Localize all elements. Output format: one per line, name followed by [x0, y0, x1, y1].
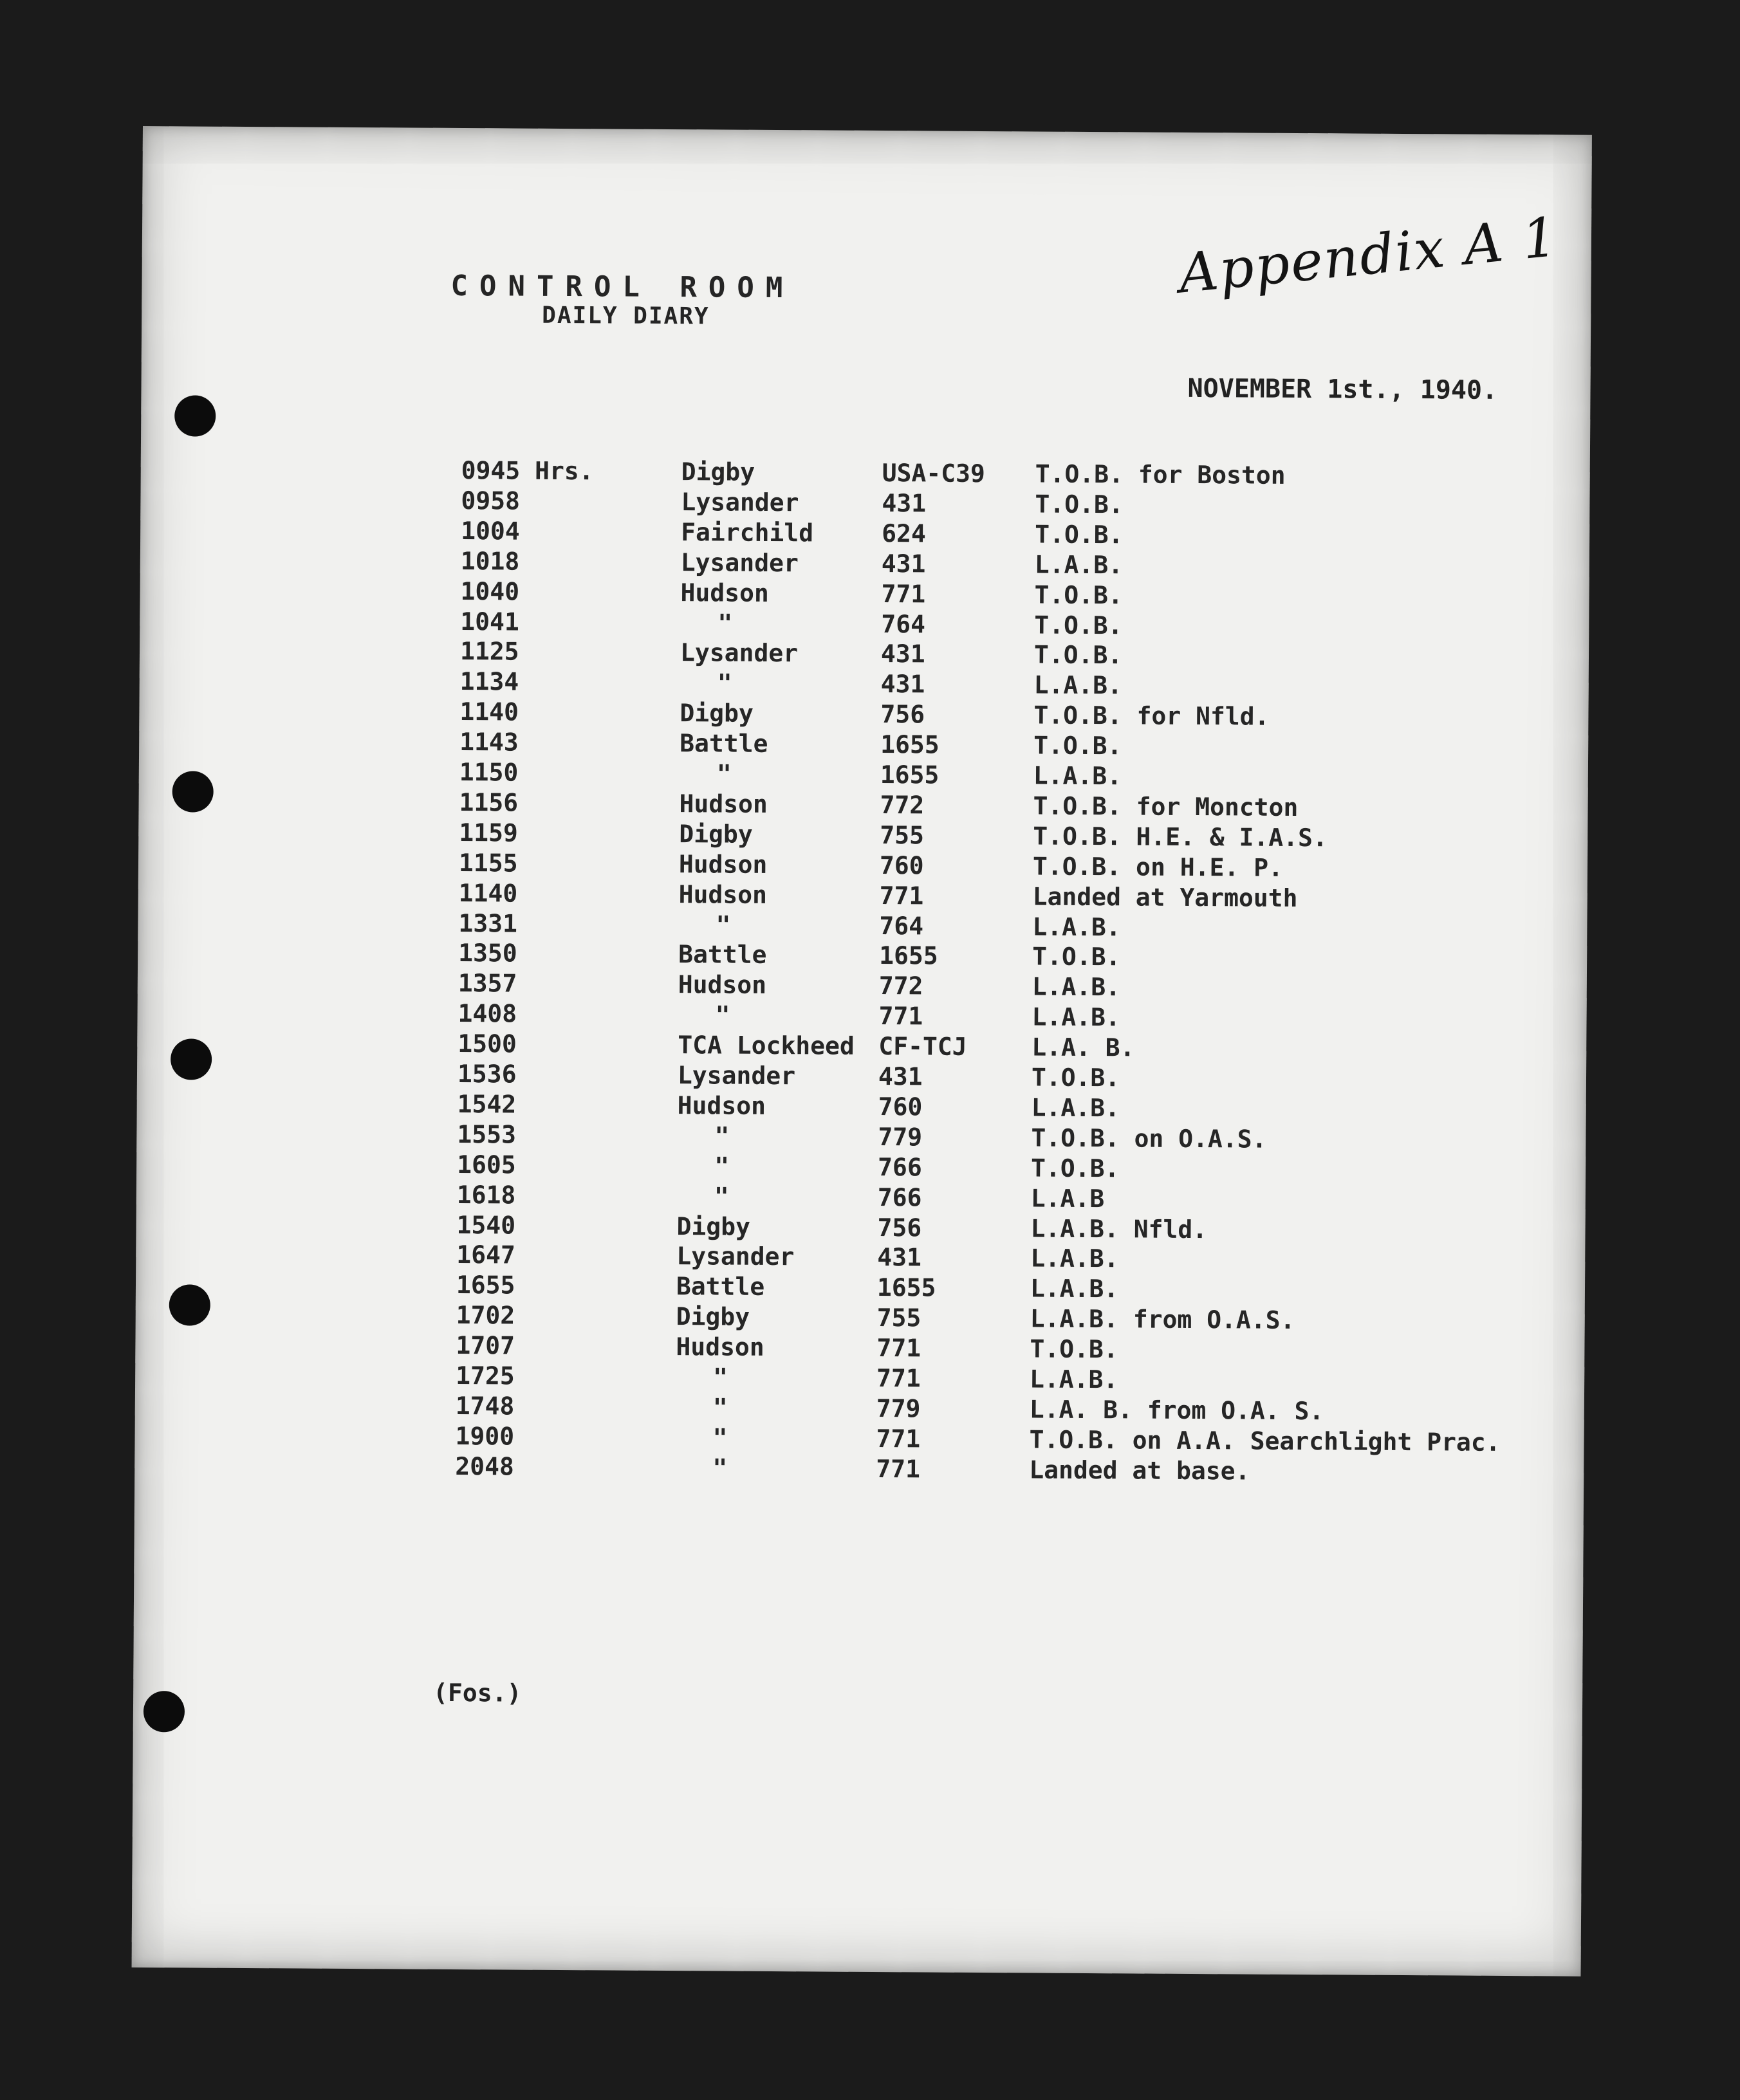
entry-time: 1605: [457, 1150, 516, 1179]
entry-remarks: L.A.B.: [1029, 1365, 1118, 1394]
entry-remarks: T.O.B. on O.A.S.: [1031, 1123, 1267, 1154]
entry-time: 1618: [456, 1180, 516, 1210]
entry-time: 1408: [458, 999, 517, 1028]
entry-aircraft-number: 755: [876, 1303, 921, 1332]
diary-page: [132, 126, 1592, 1976]
entry-aircraft-type: Lysander: [681, 488, 799, 517]
entry-time: 1553: [457, 1119, 517, 1149]
entry-remarks: T.O.B. H.E. & I.A.S.: [1033, 822, 1328, 852]
entry-aircraft-type: ": [717, 668, 732, 697]
entry-aircraft-type: ": [712, 1423, 728, 1452]
entry-remarks: L.A.B.: [1032, 912, 1121, 941]
entry-aircraft-type: Lysander: [680, 638, 799, 668]
entry-aircraft-number: 760: [879, 851, 924, 880]
entry-time: 1725: [456, 1361, 515, 1390]
entry-time: 1357: [458, 969, 517, 998]
diary-date: NOVEMBER 1st., 1940.: [1187, 373, 1498, 405]
entry-time: 1350: [458, 939, 517, 968]
entry-aircraft-number: USA-C39: [882, 459, 986, 488]
entry-time: 1159: [459, 818, 518, 847]
entry-remarks: T.O.B.: [1031, 1154, 1120, 1183]
entry-aircraft-number: 766: [878, 1152, 922, 1182]
entry-remarks: L.A.B. Nfld.: [1030, 1213, 1208, 1244]
entry-remarks: T.O.B. on H.E. P.: [1032, 852, 1284, 882]
entry-aircraft-type: ": [712, 1393, 728, 1422]
entry-aircraft-number: 755: [880, 820, 925, 850]
entry-remarks: L.A.B.: [1034, 550, 1124, 580]
entry-remarks: T.O.B.: [1034, 580, 1123, 609]
entry-aircraft-type: Battle: [678, 940, 767, 970]
entry-remarks: L.A.B: [1030, 1184, 1105, 1213]
entry-remarks: T.O.B. on A.A. Searchlight Prac.: [1029, 1425, 1501, 1457]
entry-time: 1156: [459, 788, 519, 817]
entry-aircraft-type: ": [717, 608, 733, 638]
entry-aircraft-number: 1655: [879, 941, 938, 970]
entry-aircraft-number: 772: [880, 790, 925, 820]
entry-aircraft-number: 771: [876, 1454, 921, 1484]
entry-remarks: L.A.B.: [1033, 670, 1123, 700]
entry-aircraft-number: 764: [881, 609, 926, 638]
entry-aircraft-number: 779: [876, 1394, 921, 1423]
entry-aircraft-type: Battle: [680, 729, 768, 759]
entry-aircraft-type: ": [715, 1000, 730, 1029]
entry-aircraft-type: Hudson: [678, 880, 768, 909]
entry-time: 1748: [455, 1391, 515, 1421]
entry-aircraft-type: ": [716, 910, 731, 939]
entry-aircraft-type: Hudson: [677, 1091, 766, 1120]
entry-time: 1331: [458, 908, 518, 938]
entry-time: 2048: [455, 1451, 514, 1481]
entry-aircraft-number: 766: [877, 1183, 922, 1212]
entry-aircraft-number: 431: [882, 488, 927, 518]
entry-aircraft-type: Lysander: [680, 548, 799, 577]
entry-aircraft-number: 760: [878, 1092, 923, 1121]
entry-time: 1500: [458, 1029, 517, 1058]
entry-aircraft-type: Hudson: [678, 970, 767, 1000]
entry-aircraft-number: 624: [882, 519, 926, 548]
entry-aircraft-number: 771: [876, 1424, 921, 1453]
punch-hole: [143, 1691, 185, 1732]
entry-aircraft-type: Lysander: [677, 1061, 796, 1091]
entry-remarks: L.A. B. from O.A. S.: [1029, 1395, 1324, 1426]
footer-initials: (Fos.): [433, 1678, 522, 1708]
entry-remarks: T.O.B.: [1035, 490, 1124, 519]
entry-aircraft-type: Hudson: [679, 789, 768, 818]
entry-aircraft-type: Hudson: [678, 849, 768, 879]
entry-aircraft-number: 431: [881, 549, 926, 578]
entry-time: 1702: [456, 1301, 515, 1330]
entry-time: 1004: [461, 516, 520, 546]
entry-time: 1155: [458, 848, 518, 878]
entry-remarks: Landed at Yarmouth: [1032, 882, 1298, 912]
entry-aircraft-number: 756: [877, 1213, 922, 1242]
entry-aircraft-type: Digby: [679, 819, 753, 849]
entry-time: 1143: [459, 728, 519, 757]
entry-time: 1125: [459, 637, 519, 666]
entry-aircraft-number: 771: [878, 1002, 923, 1031]
entry-aircraft-type: Lysander: [676, 1242, 795, 1271]
entry-aircraft-number: 431: [880, 670, 925, 699]
entry-aircraft-number: 764: [879, 911, 924, 940]
entry-remarks: T.O.B. for Moncton: [1033, 791, 1299, 822]
entry-time: 1040: [460, 576, 520, 606]
entry-remarks: T.O.B. for Nfld.: [1033, 701, 1270, 731]
handwritten-annotation: Appendix A 1: [1176, 205, 1561, 306]
entry-remarks: T.O.B.: [1033, 640, 1123, 670]
entry-aircraft-number: 772: [878, 972, 923, 1000]
entry-aircraft-type: Hudson: [680, 578, 770, 607]
entry-aircraft-number: 431: [880, 640, 925, 668]
entry-aircraft-number: 1655: [880, 730, 939, 759]
entry-time: 1655: [456, 1271, 515, 1300]
entry-remarks: T.O.B.: [1031, 1063, 1120, 1092]
entry-aircraft-number: 779: [878, 1122, 923, 1152]
entry-time: 1150: [459, 758, 519, 787]
entry-aircraft-type: TCA Lockheed: [678, 1031, 855, 1060]
entry-remarks: L.A.B.: [1030, 1274, 1119, 1303]
page-subtitle: DAILY DIARY: [542, 302, 710, 330]
entry-time: 1542: [457, 1089, 517, 1119]
entry-aircraft-type: Digby: [680, 699, 754, 728]
entry-time: 0958: [461, 486, 521, 515]
entry-time: 1018: [460, 546, 520, 576]
entry-remarks: T.O.B.: [1034, 610, 1123, 640]
punch-hole: [174, 395, 216, 436]
entry-time: 1041: [460, 607, 519, 636]
entry-aircraft-number: 756: [880, 700, 925, 729]
entry-aircraft-number: 771: [879, 881, 924, 910]
entry-remarks: T.O.B. for Boston: [1035, 459, 1286, 490]
entry-aircraft-number: 1655: [876, 1273, 936, 1302]
entry-time: 1707: [456, 1331, 515, 1360]
entry-time: 1647: [456, 1240, 515, 1269]
entry-aircraft-type: ": [716, 759, 732, 788]
entry-aircraft-type: ": [712, 1453, 728, 1482]
entry-aircraft-type: Fairchild: [681, 517, 814, 548]
entry-remarks: L.A.B.: [1032, 1002, 1120, 1032]
entry-remarks: T.O.B.: [1030, 1334, 1118, 1364]
entry-remarks: L.A.B.: [1030, 1244, 1119, 1273]
entry-aircraft-number: 771: [876, 1334, 921, 1363]
entry-aircraft-number: 431: [878, 1062, 923, 1091]
page-title: CONTROL ROOM: [450, 269, 795, 305]
entry-time: 1536: [457, 1060, 517, 1089]
entry-remarks: T.O.B.: [1032, 942, 1121, 972]
entry-aircraft-type: Digby: [681, 457, 755, 486]
entry-aircraft-type: Digby: [676, 1302, 750, 1331]
entry-aircraft-type: ": [713, 1363, 728, 1392]
entry-time: 1140: [459, 697, 519, 726]
entry-time: 1140: [458, 878, 518, 908]
entry-remarks: Landed at base.: [1029, 1455, 1250, 1486]
entry-time: 1900: [455, 1421, 515, 1451]
entry-remarks: L.A.B.: [1031, 1093, 1120, 1123]
entry-aircraft-type: Hudson: [676, 1332, 764, 1362]
entry-time: 1540: [456, 1210, 516, 1240]
entry-remarks: L.A.B.: [1033, 761, 1122, 791]
entry-remarks: L.A.B. from O.A.S.: [1030, 1304, 1295, 1335]
entry-aircraft-number: 431: [877, 1243, 922, 1272]
entry-remarks: T.O.B.: [1033, 731, 1122, 760]
entry-remarks: L.A. B.: [1032, 1033, 1135, 1062]
entry-remarks: L.A.B.: [1032, 972, 1121, 1002]
entry-aircraft-number: 771: [881, 579, 926, 609]
entry-aircraft-type: Digby: [676, 1211, 751, 1241]
entry-aircraft-number: 771: [876, 1364, 921, 1393]
entry-aircraft-type: Battle: [676, 1272, 765, 1302]
entry-remarks: T.O.B.: [1035, 520, 1124, 549]
entry-aircraft-type: ": [714, 1121, 730, 1150]
entry-time: 0945 Hrs.: [461, 456, 594, 486]
entry-aircraft-number: CF-TCJ: [878, 1032, 967, 1061]
entry-aircraft-type: ": [714, 1152, 730, 1181]
entry-aircraft-number: 1655: [880, 760, 939, 789]
entry-time: 1134: [459, 667, 519, 696]
entry-aircraft-type: ": [714, 1182, 729, 1211]
